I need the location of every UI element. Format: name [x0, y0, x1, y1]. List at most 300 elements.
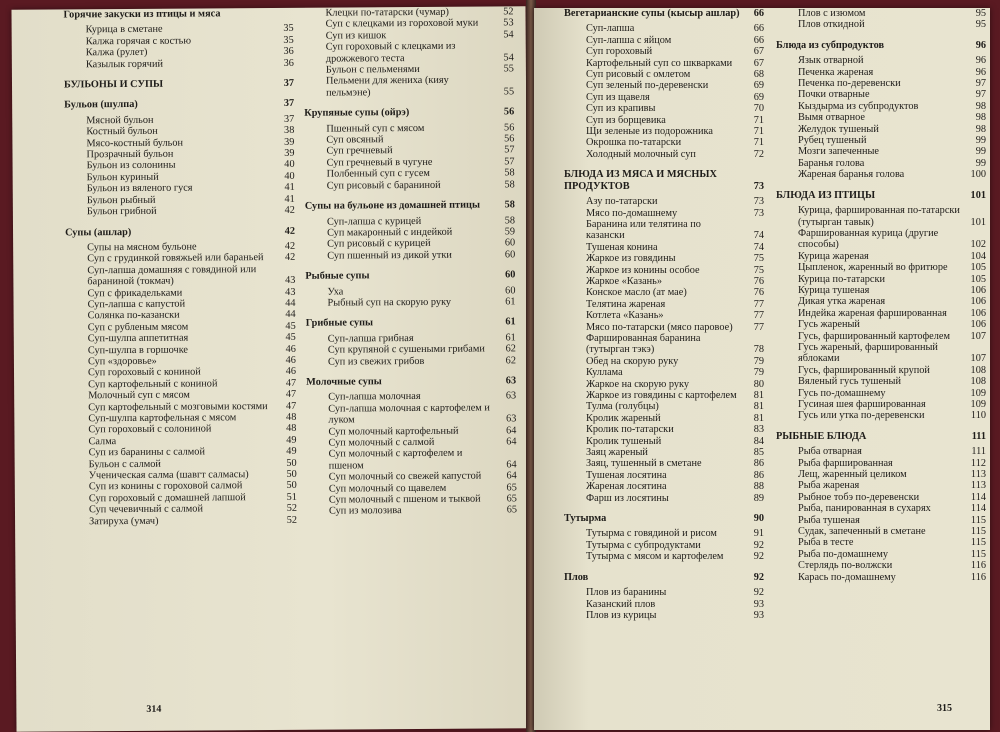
entry-title: Курица в сметане: [85, 24, 163, 36]
entry-title: Куллама: [586, 367, 623, 379]
toc-entry: [564, 470, 764, 481]
entry-title: Суп-шулпа в горшочке: [87, 344, 189, 356]
toc-entry: [776, 560, 986, 571]
toc-entry: [564, 23, 764, 34]
entry-title: Суп чечевичный с салмой: [88, 503, 203, 516]
entry-title: Бульон (шулпа): [64, 99, 138, 111]
entry-title: Гусь, фаршированный крупой: [798, 364, 930, 376]
entry-title: Суп молочный со щавелем: [328, 482, 447, 495]
toc-entry: [776, 296, 986, 307]
entry-title: Суп молочный картофельный: [328, 425, 459, 438]
entry-title: Суп-шулпа картофельная с мясом: [88, 412, 237, 425]
entry-page-number: 106: [970, 296, 986, 308]
entry-title: Плов с изюмом: [798, 8, 866, 19]
entry-title: Рыбный суп на скорую руку: [327, 296, 452, 309]
entry-page-number: 104: [970, 250, 986, 262]
entry-page-number: 75: [753, 264, 764, 276]
entry-page-number: 105: [970, 262, 986, 274]
entry-title: Суп-лапша грибная: [327, 332, 414, 345]
entry-title: БЛЮДА ИЗ ПТИЦЫ: [776, 189, 876, 201]
entry-title: Горячие закуски из птицы и мяса: [63, 8, 221, 21]
toc-section-heading: [776, 190, 986, 201]
entry-title: Бульон рыбный: [86, 194, 156, 206]
entry-page-number: 63: [505, 375, 517, 387]
entry-title: Суп гороховый с домашней лапшой: [88, 492, 246, 505]
toc-entry: [564, 208, 764, 219]
entry-title: Конское масло (ат мае): [586, 287, 687, 299]
entry-title: Прозрачный бульон: [86, 148, 174, 161]
toc-entry: [564, 103, 764, 114]
entry-title: Бульон грибной: [86, 205, 157, 218]
entry-title: Мясной бульон: [86, 114, 154, 127]
toc-entry: [776, 537, 986, 548]
entry-page-number: 57: [504, 144, 515, 156]
toc-entry: [776, 274, 986, 285]
entry-title: Гусь или утка по-деревенски: [798, 410, 925, 422]
entry-page-number: 58: [504, 178, 515, 191]
toc-section-heading: [564, 513, 764, 524]
entry-page-number: 66: [753, 23, 764, 35]
entry-title: Жаркое из конины особое: [586, 264, 700, 276]
entry-title: Плов из курицы: [586, 609, 657, 621]
entry-page-number: 76: [753, 287, 764, 299]
toc-entry: [776, 55, 986, 66]
entry-page-number: 74: [753, 241, 764, 253]
entry-page-number: 106: [970, 284, 986, 296]
entry-title: Рыба отварная: [798, 446, 862, 458]
entry-page-number: 113: [970, 480, 986, 492]
entry-page-number: 39: [284, 147, 295, 159]
entry-page-number: 107: [970, 353, 986, 365]
entry-title: Суп-лапша с яйцом: [586, 34, 672, 46]
toc-section-heading: [306, 375, 516, 388]
entry-title: Гусь жареный, фаршированный яблоками: [798, 341, 938, 365]
entry-page-number: 88: [753, 481, 764, 493]
entry-page-number: 77: [753, 310, 764, 322]
entry-page-number: 101: [970, 216, 986, 228]
entry-title: Цыпленок, жаренный во фритюре: [798, 262, 948, 274]
entry-title: Суп из баранины с салмой: [88, 446, 205, 459]
toc-entry: [776, 169, 986, 180]
entry-title: БУЛЬОНЫ И СУПЫ: [63, 78, 164, 91]
entry-page-number: 79: [753, 367, 764, 379]
toc-entry: [776, 308, 986, 319]
entry-title: Суп картофельный с кониной: [88, 378, 218, 391]
entry-page-number: 42: [284, 204, 295, 216]
entry-page-number: 92: [753, 571, 764, 583]
toc-entry: [776, 480, 986, 491]
entry-title: Мясо по-татарски (мясо паровое): [586, 321, 733, 333]
entry-title: Суп гороховый с кониной: [87, 366, 201, 379]
entry-page-number: 116: [970, 560, 986, 572]
entry-page-number: 76: [753, 275, 764, 287]
toc-entry: [564, 390, 764, 401]
entry-page-number: 61: [505, 332, 516, 344]
entry-title: Суп-лапша с курицей: [326, 215, 422, 228]
entry-page-number: 40: [284, 170, 295, 182]
toc-entry: [564, 356, 764, 367]
entry-page-number: 61: [505, 316, 516, 328]
entry-title: Мясо по-домашнему: [586, 207, 678, 219]
entry-title: Рубец тушеный: [798, 135, 867, 147]
toc-entry: [564, 253, 764, 264]
toc-entry: [776, 101, 986, 112]
entry-page-number: 62: [505, 343, 516, 355]
entry-title: Холодный молочный суп: [586, 148, 696, 160]
entry-title: Суп картофельный с мозговыми костями: [88, 400, 268, 413]
entry-title: Крупяные супы (ойрэ): [304, 107, 410, 120]
entry-title: Полбенный суп с гусем: [326, 168, 430, 180]
entry-page-number: 111: [971, 430, 986, 442]
toc-entry: [307, 505, 517, 518]
entry-page-number: 47: [285, 400, 297, 412]
entry-page-number: 49: [286, 446, 297, 458]
entry-page-number: 73: [753, 207, 764, 219]
entry-page-number: 81: [753, 390, 764, 401]
toc-entry: [564, 493, 764, 504]
entry-page-number: 102: [970, 239, 986, 251]
entry-page-number: 92: [753, 587, 764, 599]
toc-entry: [564, 458, 764, 469]
entry-page-number: 112: [970, 457, 986, 469]
entry-title: Суп гречневый в чугуне: [326, 156, 433, 169]
entry-title: Суп пшенный из дикой утки: [327, 249, 452, 262]
toc-entry: [564, 287, 764, 298]
entry-page-number: 50: [286, 457, 297, 469]
entry-page-number: 96: [975, 39, 986, 51]
entry-title: Рыба в тесте: [798, 537, 854, 549]
toc-entry: [306, 402, 516, 426]
entry-title: Телятина жареная: [586, 298, 666, 310]
entry-title: Лещ, жаренный целиком: [798, 469, 907, 481]
entry-title: Котлета «Казань»: [586, 310, 664, 322]
entry-page-number: 98: [975, 112, 986, 124]
entry-page-number: 37: [283, 77, 295, 89]
entry-title: Суп гороховый с клецками из дрожжевого теста: [325, 40, 456, 65]
toc-entry: [564, 58, 764, 69]
entry-title: Бульон из вяленого гуся: [86, 182, 193, 195]
entry-title: Блюда из субпродуктов: [776, 39, 885, 51]
entry-title: Гусиная шея фаршированная: [798, 399, 926, 410]
entry-page-number: 44: [285, 297, 296, 309]
entry-title: Плов: [564, 571, 589, 583]
page-number-right: 315: [937, 703, 952, 714]
toc-entry: [564, 265, 764, 276]
entry-title: Супы на бульоне из домашней птицы: [304, 199, 481, 212]
toc-entry: [776, 135, 986, 146]
entry-title: Тушеная конина: [586, 241, 658, 253]
entry-page-number: 52: [286, 503, 298, 515]
toc-section-heading: [776, 431, 986, 442]
entry-title: Вяленый гусь тушеный: [798, 376, 901, 388]
toc-entry: [564, 379, 764, 390]
entry-title: Тутырма с мясом и картофелем: [586, 551, 724, 563]
entry-page-number: 109: [970, 399, 986, 410]
entry-page-number: 52: [503, 6, 514, 18]
entry-title: Гусь по-домашнему: [798, 387, 886, 399]
entry-page-number: 116: [970, 571, 986, 583]
toc-entry: [564, 551, 764, 562]
toc-entry: [305, 179, 515, 192]
entry-page-number: 77: [753, 298, 764, 310]
toc-entry: [564, 322, 764, 333]
entry-page-number: 50: [286, 468, 297, 480]
entry-title: Жареная баранья голова: [798, 169, 905, 181]
entry-title: Вегетарианские супы (кысыр ашлар): [564, 8, 740, 19]
entry-page-number: 93: [753, 609, 764, 621]
entry-title: Суп-лапша с капустой: [87, 298, 186, 311]
toc-entry: [67, 514, 297, 527]
entry-page-number: 67: [753, 46, 764, 58]
toc-entry: [776, 410, 986, 421]
toc-entry: [776, 251, 986, 262]
toc-entry: [776, 526, 986, 537]
entry-page-number: 58: [504, 199, 515, 211]
entry-page-number: 105: [970, 273, 986, 285]
entry-title: Бульон с пельменями: [325, 63, 420, 76]
entry-page-number: 48: [286, 423, 297, 435]
entry-page-number: 78: [753, 344, 764, 356]
entry-title: Суп из щавеля: [586, 91, 650, 103]
entry-title: Судак, запеченный в сметане: [798, 526, 926, 538]
entry-title: Плов откидной: [798, 19, 865, 31]
entry-title: Калжа горячая с костью: [85, 35, 192, 48]
toc-entry: [776, 572, 986, 583]
entry-title: Пельмени для жениха (кияу пельмэне): [325, 75, 449, 99]
entry-page-number: 63: [505, 390, 517, 402]
entry-title: Суп молочный с пшеном и тыквой: [328, 493, 481, 506]
entry-page-number: 41: [284, 193, 295, 205]
toc-entry: [564, 424, 764, 435]
toc-entry: [564, 599, 764, 610]
entry-title: Мясо-костный бульон: [86, 137, 184, 149]
toc-entry: [776, 112, 986, 123]
entry-title: Мозги запеченные: [798, 146, 880, 158]
entry-title: Суп с фрикадельками: [87, 287, 183, 299]
entry-page-number: 64: [506, 424, 517, 436]
entry-page-number: 45: [285, 320, 296, 332]
toc-entry: [776, 78, 986, 89]
entry-title: Баранья голова: [798, 157, 865, 169]
toc-entry: [776, 458, 986, 469]
entry-title: Рыбные супы: [305, 270, 370, 282]
entry-title: Суп крупяной с сушеными грибами: [327, 343, 485, 356]
entry-page-number: 56: [503, 121, 515, 134]
toc-entry: [65, 205, 295, 218]
entry-title: Затируха (умач): [89, 515, 159, 527]
entry-page-number: 95: [975, 19, 986, 31]
entry-title: Суп-лапша: [586, 23, 635, 35]
toc-entry: [564, 196, 764, 207]
entry-page-number: 68: [753, 69, 764, 81]
toc-entry: [564, 69, 764, 80]
entry-title: Салма: [88, 435, 117, 448]
entry-page-number: 54: [503, 51, 514, 63]
entry-title: Суп рисовый с курицей: [327, 238, 431, 250]
toc-entry: [776, 228, 986, 251]
entry-title: Супы (ашлар): [65, 226, 132, 238]
entry-title: Вымя отварное: [798, 112, 865, 124]
entry-title: Суп гороховый с солониной: [88, 423, 212, 436]
toc-entry: [776, 388, 986, 399]
entry-page-number: 60: [504, 237, 516, 249]
toc-column-3: [564, 8, 764, 730]
entry-page-number: 49: [286, 434, 297, 446]
entry-page-number: 40: [284, 159, 295, 171]
entry-page-number: 115: [970, 537, 986, 549]
entry-page-number: 84: [753, 435, 764, 447]
toc-entry: [306, 355, 516, 368]
entry-page-number: 72: [753, 148, 764, 160]
entry-page-number: 109: [970, 387, 986, 399]
toc-section-heading: [564, 572, 764, 583]
toc-entry: [776, 446, 986, 457]
toc-section-heading: [305, 269, 515, 282]
entry-title: Язык отварной: [798, 55, 864, 67]
toc-entry: [306, 296, 516, 309]
toc-column-1: [63, 8, 298, 732]
entry-page-number: 106: [970, 319, 986, 331]
entry-title: Картофельный суп со шкварками: [586, 57, 733, 69]
entry-page-number: 96: [975, 55, 986, 67]
entry-page-number: 53: [503, 17, 514, 29]
entry-title: Кролик по-татарски: [586, 424, 674, 436]
entry-title: Тушеная лосятина: [586, 469, 667, 481]
entry-title: Плов из баранины: [586, 587, 667, 599]
entry-title: Бульон с салмой: [88, 458, 161, 470]
toc-entry: [776, 376, 986, 387]
toc-entry: [776, 8, 986, 19]
entry-title: Окрошка по-татарски: [586, 137, 682, 149]
entry-title: Рыба жареная: [798, 480, 860, 492]
entry-title: Тутырма с субпродуктами: [586, 539, 701, 551]
entry-page-number: 99: [975, 157, 986, 169]
entry-page-number: 46: [285, 354, 296, 366]
entry-title: Суп-лапша молочная: [328, 391, 421, 403]
entry-title: Рыба, панированная в сухарях: [798, 503, 931, 515]
entry-title: Суп-шулпа аппетитная: [87, 332, 189, 345]
entry-title: Дикая утка жареная: [798, 296, 886, 308]
entry-title: Стерлядь по-волжски: [798, 560, 893, 572]
entry-page-number: 35: [283, 23, 294, 35]
entry-page-number: 86: [753, 469, 764, 481]
entry-title: Бульон куриный: [86, 171, 159, 184]
toc-column-2: [303, 6, 518, 729]
entry-page-number: 41: [284, 182, 295, 194]
entry-page-number: 36: [283, 57, 294, 69]
entry-title: Гусь жареный: [798, 319, 860, 331]
entry-page-number: 97: [975, 78, 986, 90]
toc-entry: [776, 503, 986, 514]
entry-title: Фаршированная баранина (тутырган тэкэ): [586, 332, 701, 356]
entry-title: Суп с рубленым мясом: [87, 321, 189, 334]
entry-page-number: 93: [753, 598, 764, 610]
entry-page-number: 64: [506, 436, 517, 448]
entry-page-number: 51: [286, 491, 297, 503]
toc-section-heading: [65, 225, 295, 238]
entry-page-number: 58: [504, 214, 516, 226]
entry-title: Суп из кишок: [325, 29, 387, 42]
toc-entry: [776, 205, 986, 228]
toc-entry: [304, 75, 514, 99]
entry-page-number: 60: [504, 249, 516, 261]
entry-page-number: 107: [970, 330, 986, 342]
entry-title: Рыба по-домашнему: [798, 548, 888, 560]
entry-title: Суп из борщевика: [586, 114, 666, 126]
entry-page-number: 71: [753, 137, 764, 149]
toc-entry: [564, 540, 764, 551]
entry-page-number: 44: [285, 309, 296, 321]
entry-title: Калжа (рулет): [85, 47, 148, 59]
entry-title: Гусь, фаршированный картофелем: [798, 330, 950, 342]
entry-title: Клецки по-татарски (чумар): [325, 6, 449, 19]
entry-page-number: 96: [975, 66, 986, 78]
entry-page-number: 98: [975, 123, 986, 135]
entry-page-number: 115: [970, 548, 986, 560]
entry-title: Жаркое на скорую руку: [586, 378, 690, 390]
toc-entry: [564, 115, 764, 126]
toc-entry: [776, 67, 986, 78]
entry-page-number: 46: [285, 343, 296, 355]
toc-entry: [776, 469, 986, 480]
entry-page-number: 60: [505, 269, 516, 281]
entry-page-number: 60: [505, 284, 516, 296]
entry-page-number: 59: [504, 226, 516, 238]
entry-title: Пшенный суп с мясом: [326, 122, 425, 135]
entry-title: Карась по-домашнему: [798, 571, 896, 583]
entry-title: Желудок тушеный: [798, 123, 879, 135]
toc-entry: [65, 264, 295, 288]
entry-title: Суп из крапивы: [586, 103, 656, 115]
entry-page-number: 42: [284, 252, 296, 264]
toc-section-heading: [564, 8, 764, 19]
entry-title: Жареная лосятина: [586, 481, 667, 493]
toc-section-heading: [64, 78, 294, 91]
entry-title: Уха: [327, 286, 344, 298]
entry-page-number: 70: [753, 103, 764, 115]
entry-title: Ученическая салма (шавгт салмасы): [88, 469, 249, 482]
entry-page-number: 111: [971, 446, 986, 458]
entry-page-number: 48: [286, 411, 297, 423]
toc-entry: [776, 158, 986, 169]
entry-page-number: 56: [503, 106, 515, 118]
entry-title: Рыба тушеная: [798, 514, 860, 526]
toc-entry: [564, 35, 764, 46]
entry-page-number: 79: [753, 355, 764, 367]
entry-title: Суп рисовый с омлетом: [586, 69, 691, 81]
entry-page-number: 56: [504, 133, 515, 145]
toc-entry: [776, 124, 986, 135]
entry-title: Индейка жареная фаршированная: [798, 307, 947, 319]
entry-title: Рыбное тобэ по-деревенски: [798, 491, 920, 503]
toc-entry: [64, 57, 294, 70]
entry-title: Суп «здоровье»: [87, 355, 157, 368]
entry-title: Печенка жареная: [798, 66, 874, 78]
toc-section-heading: [63, 8, 293, 21]
entry-page-number: 90: [753, 513, 764, 525]
toc-entry: [776, 365, 986, 376]
toc-entry: [564, 276, 764, 287]
toc-entry: [776, 399, 986, 410]
page-number-left: 314: [146, 703, 162, 715]
entry-title: Курица, фаршированная по-татарски (тутырган тавык): [798, 205, 960, 228]
entry-title: Суп из молозива: [328, 505, 402, 518]
entry-page-number: 74: [753, 230, 764, 242]
toc-entry: [776, 492, 986, 503]
entry-title: Суп зеленый по-деревенски: [586, 80, 709, 92]
toc-entry: [776, 19, 986, 30]
toc-entry: [564, 587, 764, 598]
